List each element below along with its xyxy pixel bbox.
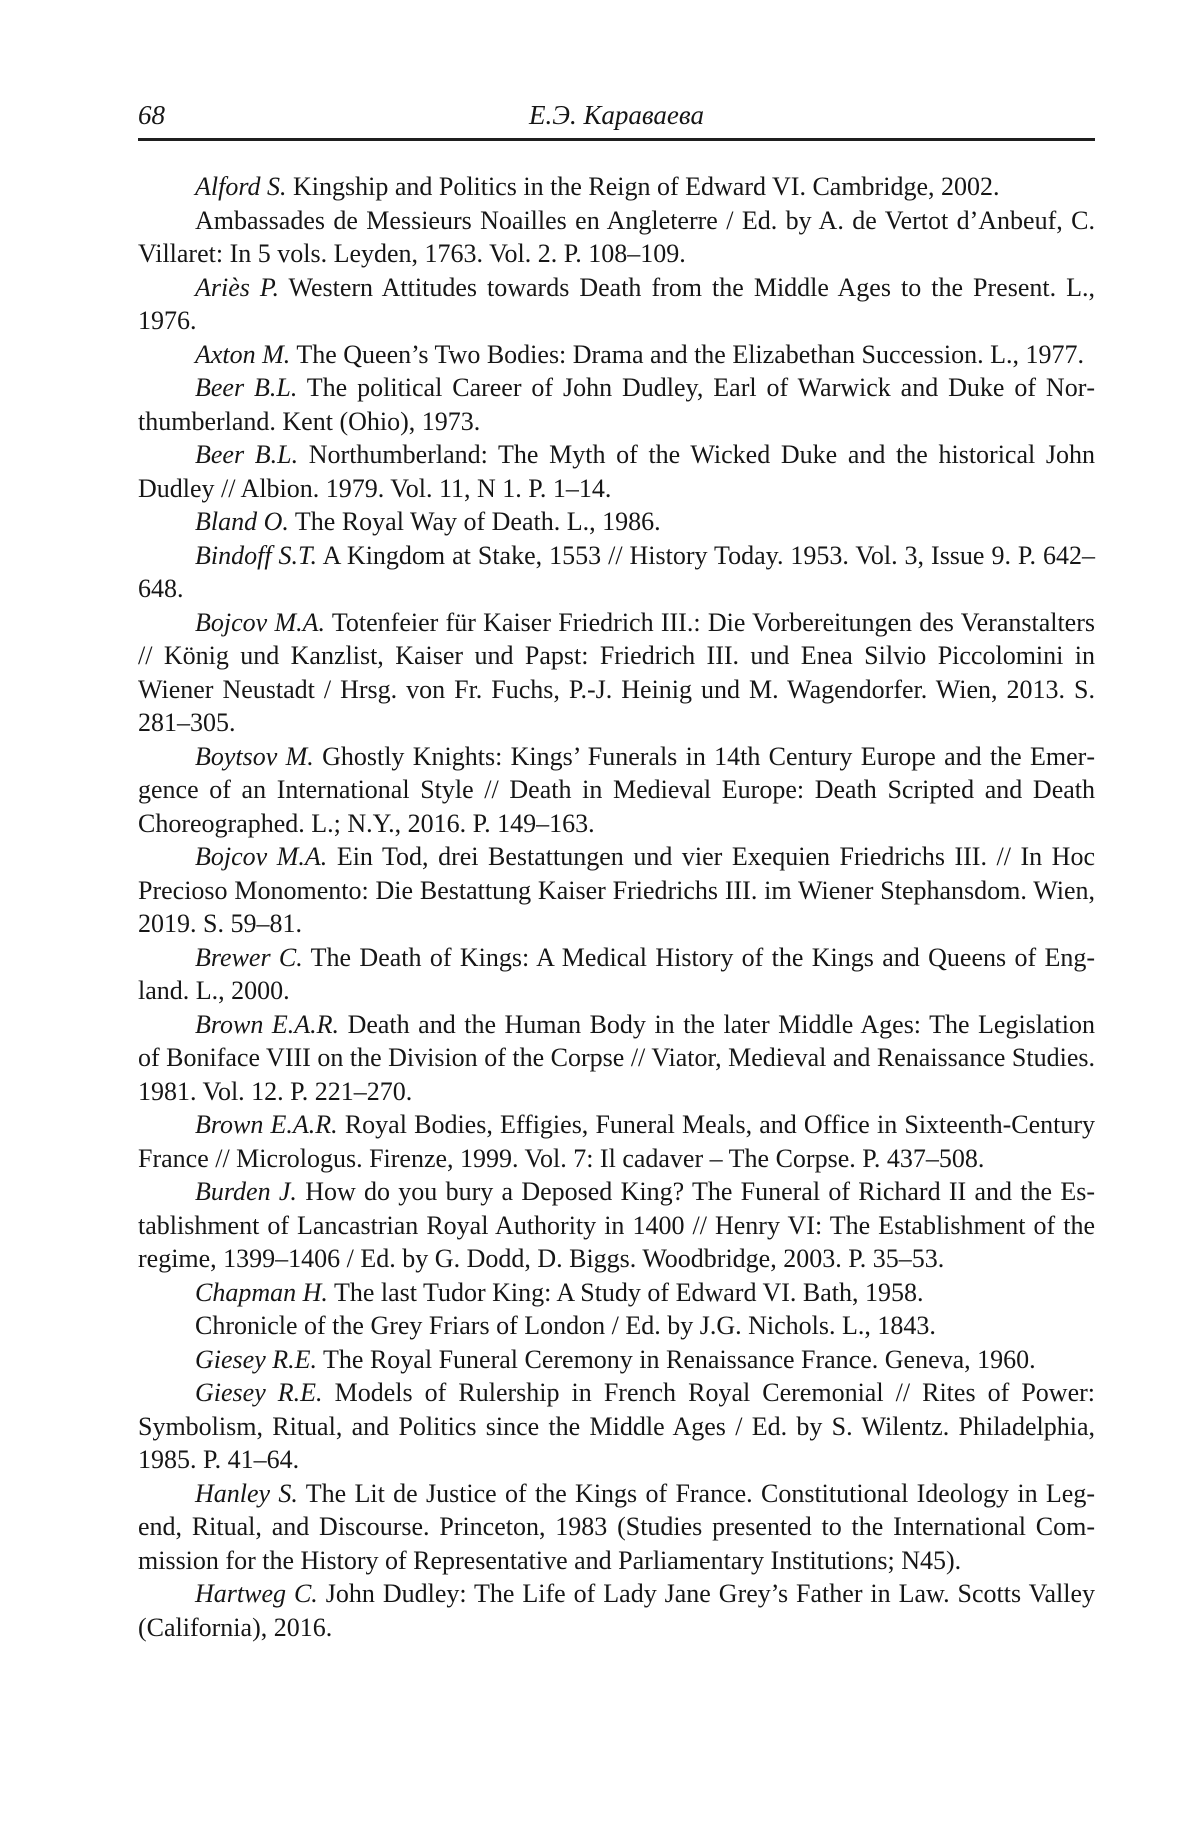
bibliography-entry — [138, 1577, 1095, 1644]
bibliography-entry — [138, 371, 1095, 438]
bibliography-entry — [138, 941, 1095, 1008]
bibliography-entry — [138, 539, 1095, 606]
entry-text: Chronicle of the Grey Friars of London / Ed. by J.G. Nichols. L., 1843. — [195, 1311, 936, 1340]
bibliography-entry — [138, 1008, 1095, 1109]
entry-author: Brewer C. — [195, 942, 303, 972]
bibliography-entry — [138, 740, 1095, 841]
bibliography-entry — [138, 170, 1095, 204]
entry-author: Burden J. — [195, 1177, 297, 1206]
entry-author: Brown E.A.R. — [195, 1110, 338, 1139]
entry-text: The Lit de Justice of the Kings of France. Constitutional Ideology in Legend, Ritual, and Discourse. Princeton, 1983 (Studies presented to the International Commission for the History of Representative and Parliamentary Institutions; N45). — [138, 1478, 1095, 1575]
entry-text: Ghostly Knights: Kings’ Funerals in 14th Century Europe and the Emergence of an International Style // Death in Medieval Europe: Death Scripted and Death Choreographed. L.; N.Y., 2016. P. 149–163. — [138, 741, 1096, 838]
entry-text: John Dudley: The Life of Lady Jane Grey’s Father in Law. Scotts Valley (California), 2016. — [138, 1579, 1096, 1642]
running-header-author: Е.Э. Караваева — [529, 100, 704, 130]
bibliography-entry — [138, 204, 1095, 271]
bibliography-entry — [138, 438, 1095, 505]
entry-author: Giesey R.E. — [195, 1378, 323, 1407]
entry-text: A Kingdom at Stake, 1553 // History Today. 1953. Vol. 3, Issue 9. P. 642–648. — [138, 540, 1095, 603]
entry-author: Brown E.A.R. — [195, 1009, 340, 1039]
entry-author: Beer B.L. — [195, 440, 299, 469]
entry-text: The Royal Way of Death. L., 1986. — [294, 507, 661, 536]
entry-text: Totenfeier für Kaiser Friedrich III.: Die Vorbereitungen des Veranstalters // König und Kanzlist, Kaiser und Papst: Friedrich III. und Enea Silvio Piccolomini in Wiener Neustadt / Hrsg. von Fr. Fuchs, P.-J. Heinig und M. Wagendorfer. Wien, 2013. S. 281–305. — [138, 607, 1095, 737]
bibliography-entry — [138, 505, 1095, 539]
bibliography-entry — [138, 606, 1095, 740]
bibliography-entry — [138, 1108, 1095, 1175]
entry-text: The Royal Funeral Ceremony in Renaissance France. Geneva, 1960. — [323, 1344, 1036, 1374]
bibliography-entry — [138, 840, 1095, 941]
entry-text: Royal Bodies, Effigies, Funeral Meals, and Office in Sixteenth-Century France // Micrologus. Firenze, 1999. Vol. 7: Il cadaver – The Corpse. P. 437–508. — [138, 1110, 1096, 1173]
entry-text: Ambassades de Messieurs Noailles en Angleterre / Ed. by A. de Vertot d’Anbeuf, C. Villaret: In 5 vols. Leyden, 1763. Vol. 2. P. 108–109. — [138, 205, 1095, 268]
bibliography-entry — [138, 1276, 1095, 1310]
entry-text: Death and the Human Body in the later Middle Ages: The Legislation of Boniface VIII on the Division of the Corpse // Viator, Medieval and Renaissance Studies. 1981. Vol. 12. P. 221–270. — [138, 1009, 1095, 1106]
bibliography-entry — [138, 271, 1095, 338]
entry-author: Alford S. — [195, 172, 287, 201]
entry-text: Northumberland: The Myth of the Wicked Duke and the historical John Dudley // Albion. 1979. Vol. 11, N 1. P. 1–14. — [138, 440, 1096, 503]
entry-text: How do you bury a Deposed King? The Funeral of Richard II and the Establishment of Lancastrian Royal Authority in 1400 // Henry VI: The Establishment of the regime, 1399–1406 / Ed. by G. Dodd, D. Biggs. Woodbridge, 2003. P. 35–53. — [138, 1177, 1095, 1273]
entry-author: Giesey R.E. — [195, 1344, 318, 1374]
entry-author: Bland O. — [195, 507, 289, 536]
entry-author: Axton M. — [195, 339, 291, 369]
entry-text: Ein Tod, drei Bestattungen und vier Exequien Friedrichs III. // In Hoc Precioso Monomento: Die Bestattung Kaiser Friedrichs III. im Wiener Stephansdom. Wien, 2019. S. 59–81. — [138, 842, 1095, 938]
entry-author: Bojcov M.A. — [195, 842, 328, 871]
entry-text: The political Career of John Dudley, Earl of Warwick and Duke of Northumberland. Kent (Ohio), 1973. — [138, 373, 1096, 436]
entry-author: Chapman H. — [195, 1277, 328, 1307]
entry-author: Beer B.L. — [195, 373, 298, 402]
entry-text: The Death of Kings: A Medical History of the Kings and Queens of England. L., 2000. — [138, 942, 1095, 1005]
entry-text: The last Tudor King: A Study of Edward VI. Bath, 1958. — [333, 1277, 924, 1307]
entry-text: Western Attitudes towards Death from the Middle Ages to the Present. L., 1976. — [138, 272, 1095, 335]
page-header — [138, 100, 1095, 141]
entry-text: Kingship and Politics in the Reign of Edward VI. Cambridge, 2002. — [292, 172, 1000, 201]
entry-author: Hanley S. — [195, 1478, 298, 1508]
bibliography-entry — [138, 1343, 1095, 1377]
entry-author: Hartweg C. — [195, 1579, 318, 1608]
bibliography-list — [138, 170, 1095, 1644]
bibliography-entry — [138, 1376, 1095, 1477]
entry-author: Bindoff S.T. — [195, 540, 318, 570]
entry-author: Ariès P. — [195, 272, 279, 302]
entry-author: Bojcov M.A. — [195, 607, 326, 637]
bibliography-entry — [138, 338, 1095, 372]
page-number: 68 — [138, 100, 165, 130]
entry-text: Models of Rulership in French Royal Ceremonial // Rites of Power: Symbolism, Ritual, and Politics since the Middle Ages / Ed. by S. Wilentz. Philadelphia, 1985. P. 41–64. — [138, 1378, 1095, 1474]
entry-text: The Queen’s Two Bodies: Drama and the Elizabethan Succession. L., 1977. — [296, 339, 1084, 369]
entry-author: Boytsov M. — [195, 741, 314, 771]
bibliography-entry — [138, 1309, 1095, 1343]
bibliography-entry — [138, 1175, 1095, 1276]
bibliography-entry — [138, 1477, 1095, 1578]
